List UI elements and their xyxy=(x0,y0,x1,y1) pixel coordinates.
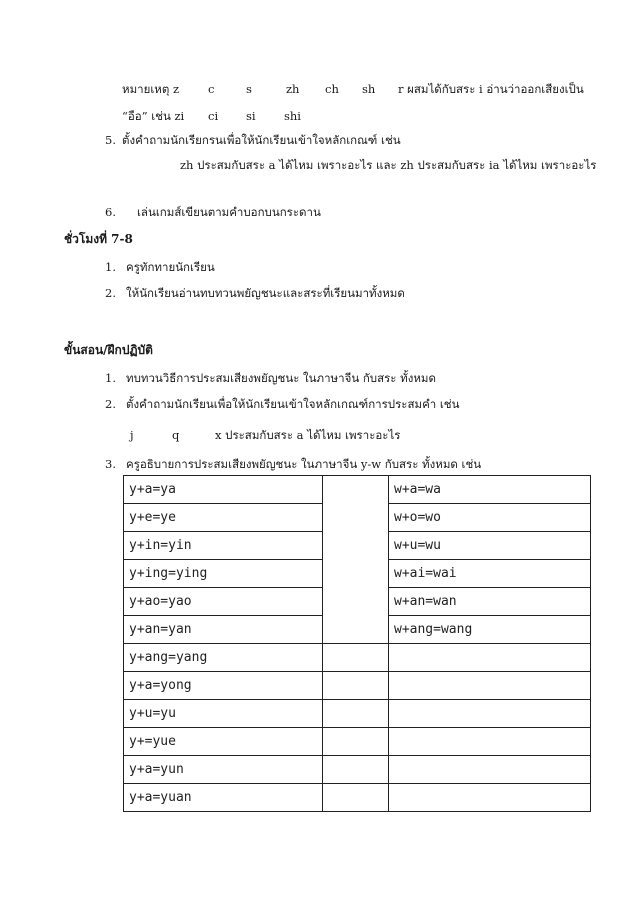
combination-table-body xyxy=(124,476,591,812)
combination-table xyxy=(123,475,591,812)
hour-item-2-text: ให้นักเรียนอ่านทบทวนพยัญชนะและสระที่เรียนมาทั้งหมด xyxy=(126,286,405,300)
practice-item-2-text: ตั้งคำถามนักเรียนเพื่อให้นักเรียนเข้าใจหลักเกณฑ์การประสมคำ เช่น xyxy=(126,397,460,411)
note-label: หมายเหตุ z xyxy=(122,82,180,96)
spacer-cell xyxy=(323,728,389,756)
w-rule-cell: w+ang=wang xyxy=(389,616,591,644)
note-item-c: c xyxy=(208,82,215,96)
w-rule-cell xyxy=(389,644,591,672)
y-rule-cell: y+=yue xyxy=(124,728,323,756)
y-rule-cell: y+u=yu xyxy=(124,700,323,728)
example-x-text: x ประสมกับสระ a ได้ไหม เพราะอะไร xyxy=(215,428,401,442)
y-rule-cell: y+a=yun xyxy=(124,756,323,784)
practice-item-3-number: 3. xyxy=(105,457,116,471)
w-rule-cell xyxy=(389,728,591,756)
practice-heading: ขั้นสอน/ฝึกปฏิบัติ xyxy=(64,343,153,357)
spacer-cell xyxy=(323,644,389,672)
hour-item-1-text: ครูทักทายนักเรียน xyxy=(126,260,215,274)
note-tail: r ผสมได้กับสระ i อ่านว่าออกเสียงเป็น xyxy=(398,82,584,96)
note-item-ci: ci xyxy=(208,109,219,123)
spacer-cell xyxy=(323,756,389,784)
practice-item-2-number: 2. xyxy=(105,397,116,411)
y-rule-cell: y+e=ye xyxy=(124,504,323,532)
note-item-ch: ch xyxy=(325,82,339,96)
table-row xyxy=(124,644,591,672)
table-row xyxy=(124,700,591,728)
y-rule-cell: y+in=yin xyxy=(124,532,323,560)
y-rule-cell: y+a=yong xyxy=(124,672,323,700)
item-5-text: ตั้งคำถามนักเรียกรนเพื่อให้นักเรียนเข้าใจหลักเกณฑ์ เช่น xyxy=(122,133,401,147)
w-rule-cell xyxy=(389,672,591,700)
table-row xyxy=(124,476,591,504)
spacer-cell xyxy=(323,700,389,728)
hour-item-1-number: 1. xyxy=(105,260,116,274)
hour-item-2-number: 2. xyxy=(105,286,116,300)
practice-item-3-text: ครูอธิบายการประสมเสียงพยัญชนะ ในภาษาจีน y-w กับสระ ทั้งหมด เช่น xyxy=(126,457,482,471)
example-j: j xyxy=(130,428,134,442)
w-rule-cell: w+a=wa xyxy=(389,476,591,504)
item-5-sub: zh ประสมกับสระ a ได้ไหม เพราะอะไร และ zh ประสมกับสระ ia ได้ไหม เพราะอะไร xyxy=(180,158,597,172)
item-6-number: 6. xyxy=(105,205,116,219)
w-rule-cell xyxy=(389,700,591,728)
y-rule-cell: y+an=yan xyxy=(124,616,323,644)
table-row xyxy=(124,756,591,784)
note-item-shi: shi xyxy=(284,109,301,123)
practice-item-1-text: ทบทวนวิธีการประสมเสียงพยัญชนะ ในภาษาจีน กับสระ ทั้งหมด xyxy=(126,371,436,385)
w-rule-cell: w+u=wu xyxy=(389,532,591,560)
note-item-sh: sh xyxy=(362,82,376,96)
y-rule-cell: y+ao=yao xyxy=(124,588,323,616)
item-6-text: เล่นเกมส์เขียนตามคำบอกบนกระดาน xyxy=(137,205,321,219)
w-rule-cell: w+ai=wai xyxy=(389,560,591,588)
table-row xyxy=(124,728,591,756)
hour-heading: ชั่วโมงที่ 7-8 xyxy=(64,232,133,246)
spacer-cell xyxy=(323,672,389,700)
spacer-cell xyxy=(323,784,389,812)
note-item-zh: zh xyxy=(286,82,300,96)
w-rule-cell xyxy=(389,784,591,812)
w-rule-cell: w+an=wan xyxy=(389,588,591,616)
y-rule-cell: y+ing=ying xyxy=(124,560,323,588)
table-row xyxy=(124,672,591,700)
spacer-cell xyxy=(323,476,389,644)
y-rule-cell: y+a=yuan xyxy=(124,784,323,812)
example-q: q xyxy=(172,428,180,442)
note-example-label: “อือ” เช่น zi xyxy=(122,109,185,123)
note-item-si: si xyxy=(246,109,256,123)
y-rule-cell: y+ang=yang xyxy=(124,644,323,672)
note-item-s: s xyxy=(246,82,252,96)
table-row xyxy=(124,784,591,812)
y-rule-cell: y+a=ya xyxy=(124,476,323,504)
item-5-number: 5. xyxy=(105,133,116,147)
practice-item-1-number: 1. xyxy=(105,371,116,385)
w-rule-cell xyxy=(389,756,591,784)
w-rule-cell: w+o=wo xyxy=(389,504,591,532)
